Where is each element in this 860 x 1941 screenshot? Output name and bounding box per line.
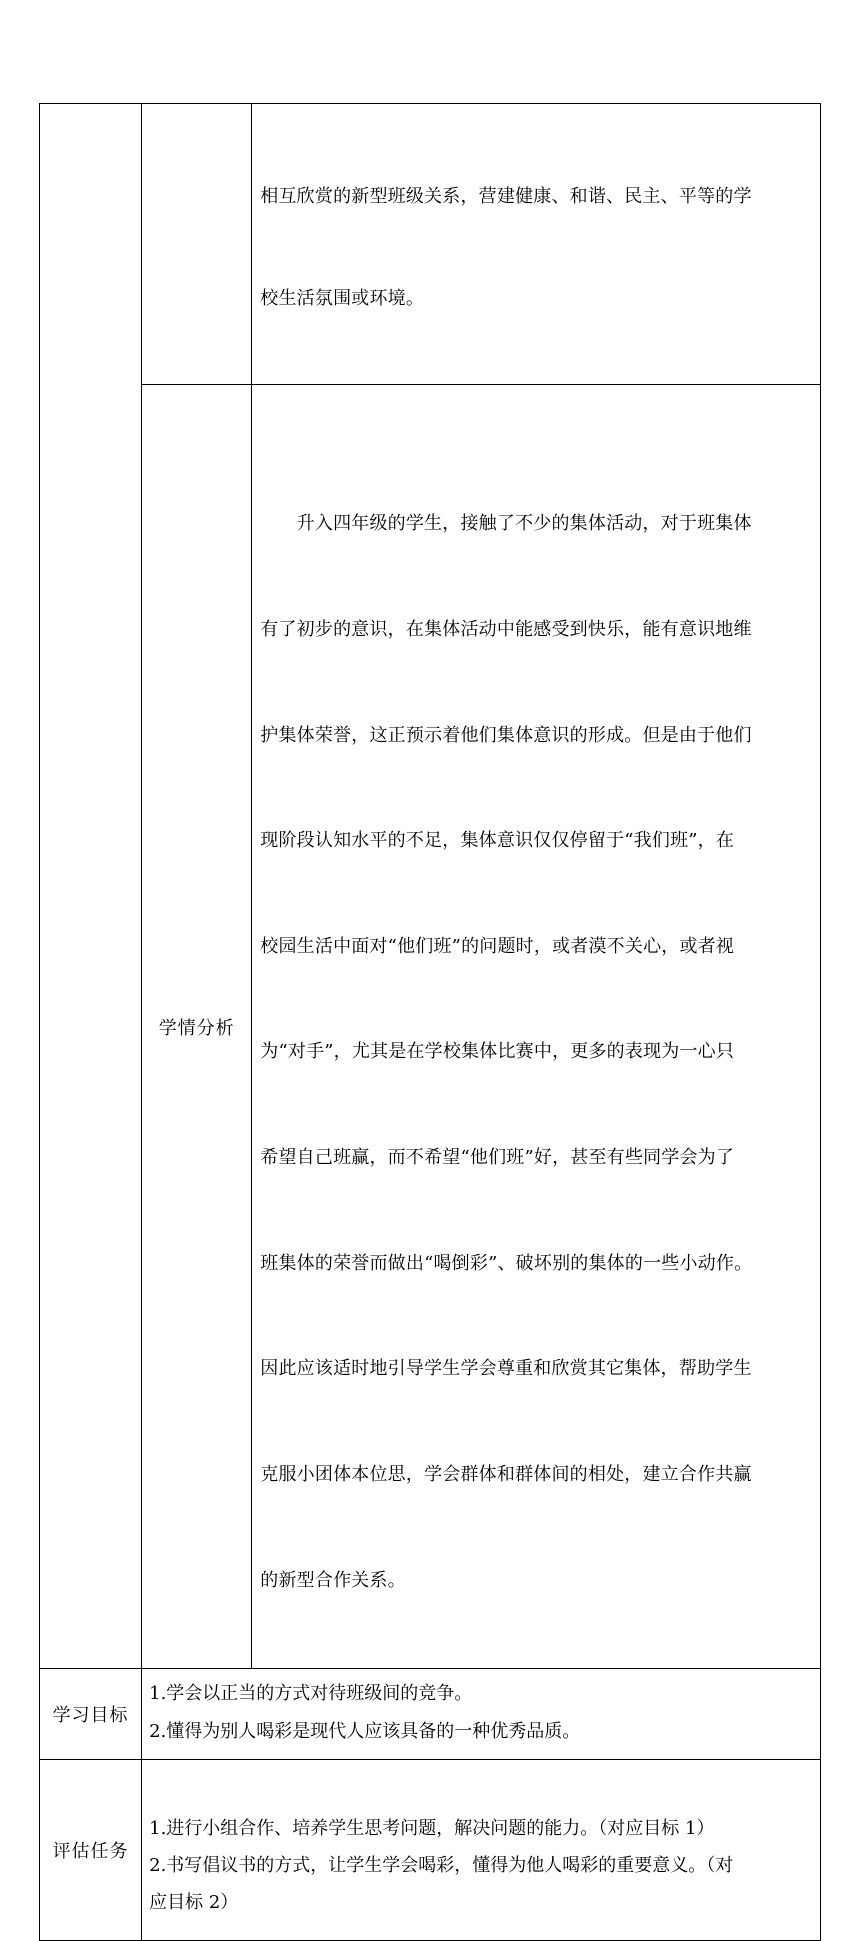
table-row-assessment-tasks: [40, 1760, 821, 1941]
analysis-line: 因此应该适时地引导学生学会尊重和欣赏其它集体，帮助学生: [260, 1358, 752, 1380]
analysis-line: 有了初步的意识，在集体活动中能感受到快乐，能有意识地维: [260, 619, 752, 641]
learning-objectives-label-cell: [40, 1669, 142, 1760]
learning-objectives-content: [142, 1669, 820, 1751]
task-item: 1.进行小组合作、培养学生思考问题，解决问题的能力。（对应目标 1）: [149, 1818, 715, 1840]
learning-objectives-label: 学习目标: [52, 1705, 129, 1727]
learning-objectives-content-cell: [142, 1669, 821, 1760]
analysis-line: 希望自己班赢，而不希望“他们班”好，甚至有些同学会为了: [260, 1147, 735, 1169]
table-row-continuation: [40, 104, 821, 385]
row1-line: 相互欣赏的新型班级关系，营建健康、和谐、民主、平等的学: [260, 186, 752, 207]
row1-label-cell-empty: [142, 104, 252, 385]
analysis-line: 的新型合作关系。: [260, 1569, 406, 1591]
row1-content: [252, 104, 820, 384]
analysis-line: 护集体荣誉，这正预示着他们集体意识的形成。但是由于他们: [260, 724, 752, 746]
student-analysis-label: 学情分析: [158, 1017, 235, 1039]
row1-content-cell: [252, 104, 821, 385]
student-analysis-label-cell: [142, 385, 252, 1669]
objective-item: 1.学会以正当的方式对待班级间的竞争。: [149, 1683, 473, 1705]
task-item: 应目标 2）: [149, 1892, 239, 1914]
student-analysis-content-cell: [252, 385, 821, 1669]
assessment-tasks-content-cell: [142, 1760, 821, 1941]
student-analysis-content: [252, 385, 820, 1668]
analysis-line: 克服小团体本位思，学会群体和群体间的相处，建立合作共赢: [260, 1463, 752, 1485]
table-row-learning-objectives: [40, 1669, 821, 1760]
analysis-line: 校园生活中面对“他们班”的问题时，或者漠不关心，或者视: [260, 935, 735, 957]
analysis-line: 为“对手”，尤其是在学校集体比赛中，更多的表现为一心只: [260, 1041, 735, 1063]
task-item: 2.书写倡议书的方式，让学生学会喝彩，懂得为他人喝彩的重要意义。（对: [149, 1855, 734, 1877]
lesson-plan-table: [39, 103, 821, 1941]
outer-label-cell-empty: [40, 104, 142, 1669]
assessment-tasks-content: [142, 1760, 820, 1921]
objective-item: 2.懂得为别人喝彩是现代人应该具备的一种优秀品质。: [149, 1721, 581, 1743]
assessment-tasks-label: 评估任务: [52, 1841, 129, 1863]
analysis-line: 现阶段认知水平的不足，集体意识仅仅停留于“我们班”，在: [260, 830, 735, 852]
row1-line: 校生活氛围或环境。: [260, 288, 425, 309]
assessment-tasks-label-cell: [40, 1760, 142, 1941]
table-row-student-analysis: [40, 385, 821, 1669]
analysis-line: 升入四年级的学生，接触了不少的集体活动，对于班集体: [260, 513, 752, 535]
analysis-line: 班集体的荣誉而做出“喝倒彩”、破坏别的集体的一些小动作。: [260, 1252, 753, 1274]
